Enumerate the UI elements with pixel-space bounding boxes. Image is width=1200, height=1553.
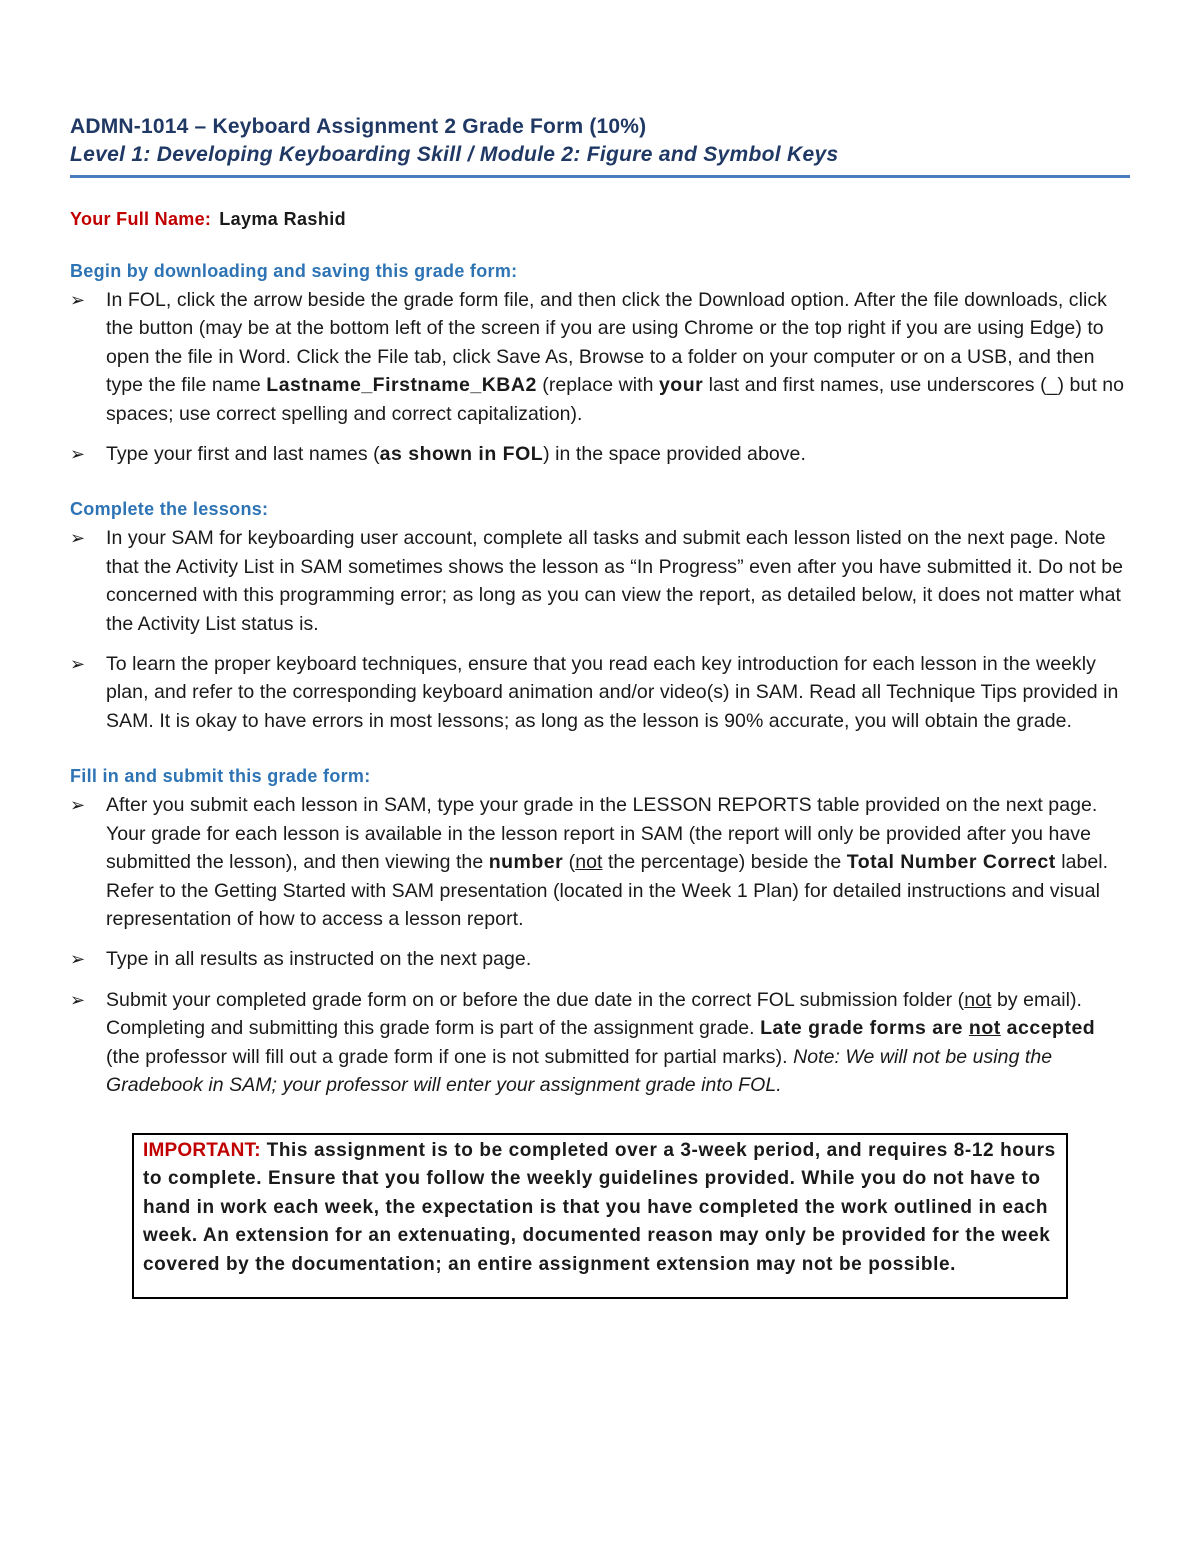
list-item [70, 650, 1130, 735]
arrowhead-bullet-icon: ➢ [70, 444, 86, 465]
list-item-text: Type in all results as instructed on the next page. [106, 948, 532, 971]
submit-list [70, 791, 1130, 1099]
emphasis-text: number [488, 851, 564, 874]
list-item [70, 791, 1130, 933]
list-item-text: (replace with [536, 374, 659, 397]
list-item-text: label. Refer to the Getting Started with SAM presentation (located in the Week 1 Plan) for detailed instructions and visual representation of how to access a lesson report. [106, 851, 1109, 930]
document-title: ADMN-1014 – Keyboard Assignment 2 Grade Form (10%) [70, 115, 647, 138]
important-notice-box [132, 1133, 1068, 1299]
emphasis-text: accepted [1000, 1017, 1096, 1040]
list-item-text: last and first names, use underscores (_) but no spaces; use correct spelling and correct capitalization). [106, 374, 1125, 425]
list-item [70, 524, 1130, 638]
list-item-text: In your SAM for keyboarding user account, complete all tasks and submit each lesson listed on the next page. Note that the Activity List in SAM sometimes shows the lesson as “In Progress” even after you have submitted it. Do not be concerned with this programming error; as long as you can view the report, as detailed below, it does not matter what the Activity List status is. [106, 527, 1124, 635]
file-name-text: Lastname_Firstname_KBA2 [266, 374, 537, 397]
emphasis-text: Late grade forms are [760, 1017, 969, 1040]
list-item-text: To learn the proper keyboard techniques, ensure that you read each key introduction for each lesson in the weekly plan, and refer to the corresponding keyboard animation and/or video(s) in SAM. Read all Technique Tips provided in SAM. It is okay to have errors in most lessons; as long as the lesson is 90% accurate, you will obtain the grade. [106, 653, 1119, 732]
arrowhead-bullet-icon: ➢ [70, 290, 86, 310]
list-item [70, 986, 1130, 1100]
list-item-text: ( [563, 851, 576, 874]
important-label: IMPORTANT: [143, 1140, 261, 1161]
emphasis-text: Total Number Correct [846, 851, 1056, 874]
list-item-text: the percentage) beside the [602, 851, 847, 874]
important-text: This assignment is to be completed over a 3-week period, and requires 8-12 hours to complete. Ensure that you follow the weekly guidelines provided. While you do not have to hand in work each week, the expectation is that you have completed the work outlined in each week. An extension for an extenuating, documented reason may only be provided for the week covered by the documentation; an entire assignment extension may not be possible. [143, 1140, 1056, 1275]
full-name-row [70, 208, 1130, 230]
arrowhead-bullet-icon: ➢ [70, 989, 86, 1010]
list-item-text: (the professor will fill out a grade form if one is not submitted for partial marks). [106, 1045, 794, 1068]
document-page [70, 113, 1130, 1099]
list-item-text: by email). Completing and submitting this grade form is part of the assignment grade. [106, 988, 1082, 1040]
list-item-text: Submit your completed grade form on or before the due date in the correct FOL submission folder ( [106, 988, 965, 1011]
full-name-label: Your Full Name: [70, 209, 212, 229]
list-item [70, 440, 1130, 468]
underlined-text: not [964, 988, 992, 1011]
note-text: Note: We will not be using the Gradebook in SAM; your professor will enter your assignment grade into FOL. [106, 1045, 1053, 1096]
arrowhead-bullet-icon: ➢ [70, 528, 86, 549]
arrowhead-bullet-icon: ➢ [70, 949, 86, 970]
underlined-emphasis-text: not [968, 1017, 1001, 1040]
arrowhead-bullet-icon: ➢ [70, 654, 86, 675]
title-divider [70, 175, 1130, 178]
submit-heading: Fill in and submit this grade form: [70, 766, 371, 787]
emphasis-text: as shown in FOL [379, 443, 544, 466]
arrowhead-bullet-icon: ➢ [70, 795, 86, 816]
lessons-heading: Complete the lessons: [70, 499, 269, 520]
list-item-text: Type your first and last names ( [106, 443, 380, 466]
list-item [70, 945, 1130, 973]
download-list [70, 286, 1130, 468]
full-name-value[interactable]: Layma Rashid [219, 209, 347, 229]
list-item-text: ) in the space provided above. [543, 443, 806, 466]
download-heading: Begin by downloading and saving this grade form: [70, 261, 518, 281]
document-subtitle: Level 1: Developing Keyboarding Skill / Module 2: Figure and Symbol Keys [70, 143, 839, 166]
emphasis-text: your [658, 374, 704, 397]
underlined-text: not [575, 851, 603, 874]
list-item [70, 286, 1130, 428]
lessons-list [70, 524, 1130, 735]
list-item-text: In FOL, click the arrow beside the grade form file, and then click the Download option. After the file downloads, click the button (may be at the bottom left of the screen if you are using Chrome or the top right if you are using Edge) to open the file in Word. Click the File tab, click Save As, Browse to a folder on your computer or on a USB, and then type the file name [106, 289, 1107, 397]
list-item-text: After you submit each lesson in SAM, type your grade in the LESSON REPORTS table provided on the next page. Your grade for each lesson is available in the lesson report in SAM (the report will only be provided after you have submitted the lesson), and then viewing the [106, 794, 1098, 874]
